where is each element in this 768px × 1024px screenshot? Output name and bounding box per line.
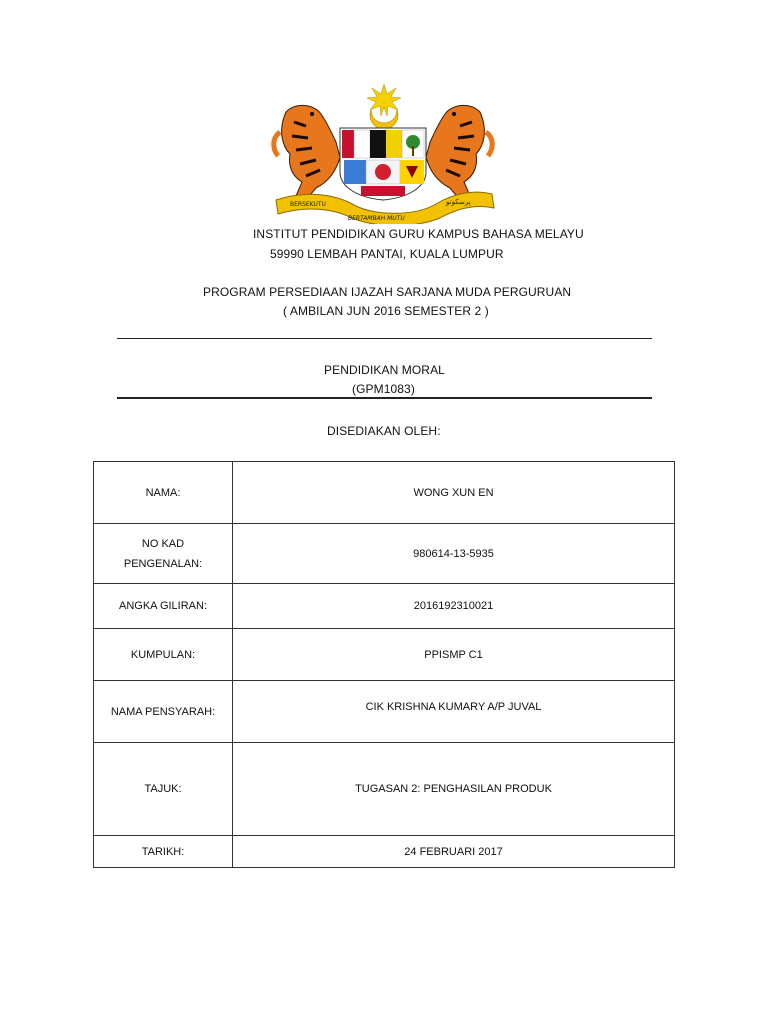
institution-address: 59990 LEMBAH PANTAI, KUALA LUMPUR [270,247,504,261]
ribbon-right-text: بِرسکوتو [446,198,471,206]
table-row [94,629,675,681]
course-name: PENDIDIKAN MORAL [324,363,445,377]
right-tiger-icon [426,105,492,200]
row-label: NAMA PENSYARAH: [94,681,233,743]
divider-bottom [117,397,652,399]
shield-icon [340,128,426,200]
row-label: TAJUK: [94,743,233,836]
table-row [94,743,675,836]
course-code: (GPM1083) [352,382,415,396]
row-value: 2016192310021 [233,584,675,629]
coat-of-arms-logo [266,82,500,224]
star-crescent-icon [367,84,401,129]
table-row [94,584,675,629]
row-label: NO KAD PENGENALAN: [94,524,233,584]
program-intake: ( AMBILAN JUN 2016 SEMESTER 2 ) [283,304,489,318]
table-row [94,462,675,524]
row-value: 24 FEBRUARI 2017 [233,836,675,868]
left-tiger-icon [274,105,340,200]
table-row [94,681,675,743]
row-label: NAMA: [94,462,233,524]
institution-name: INSTITUT PENDIDIKAN GURU KAMPUS BAHASA MELAYU [253,227,584,241]
table-row [94,836,675,868]
row-label: KUMPULAN: [94,629,233,681]
prepared-by-heading: DISEDIAKAN OLEH: [327,424,441,438]
row-label: ANGKA GILIRAN: [94,584,233,629]
program-name: PROGRAM PERSEDIAAN IJAZAH SARJANA MUDA PERGURUAN [203,285,572,299]
table-row [94,524,675,584]
ribbon-center-text: BERTAMBAH MUTU [348,215,405,222]
ribbon-left-text: BERSEKUTU [290,201,326,208]
student-info-table [93,461,675,868]
divider-top [117,338,652,339]
row-value: TUGASAN 2: PENGHASILAN PRODUK [233,743,675,836]
row-value: 980614-13-5935 [233,524,675,584]
row-value: CIK KRISHNA KUMARY A/P JUVAL [233,681,675,743]
row-value: PPISMP C1 [233,629,675,681]
row-value: WONG XUN EN [233,462,675,524]
row-label: TARIKH: [94,836,233,868]
